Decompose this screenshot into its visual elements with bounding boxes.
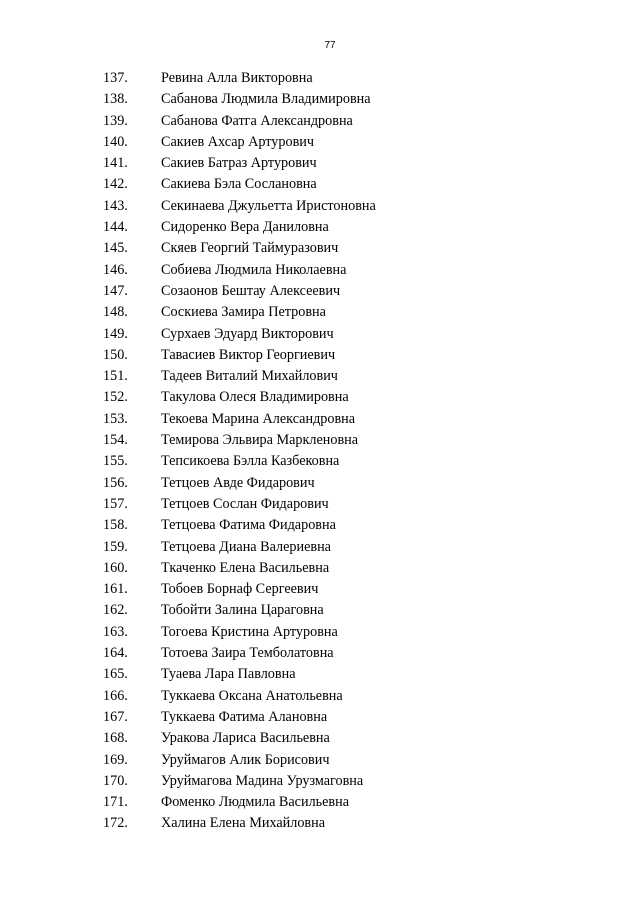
entry-name: Тетцоева Фатима Фидаровна — [161, 517, 336, 534]
list-item — [0, 409, 600, 430]
entry-number: 165. — [103, 666, 128, 683]
entry-number: 140. — [103, 133, 128, 150]
list-item — [0, 643, 600, 664]
list-item — [0, 686, 600, 707]
list-item — [0, 792, 600, 813]
entry-name: Ткаченко Елена Васильевна — [161, 559, 330, 576]
entry-number: 138. — [103, 91, 128, 108]
entry-number: 163. — [103, 623, 128, 640]
entry-number: 141. — [103, 155, 128, 172]
list-item — [0, 494, 600, 515]
entry-name: Сакиев Ахсар Артурович — [161, 133, 314, 150]
entry-name: Тетцоева Диана Валериевна — [161, 538, 331, 555]
entry-name: Сидоренко Вера Даниловна — [161, 219, 329, 236]
page-number: 77 — [324, 40, 336, 51]
list-item — [0, 68, 600, 89]
entry-number: 160. — [103, 559, 128, 576]
list-item — [0, 217, 600, 238]
entry-name: Тогоева Кристина Артуровна — [161, 623, 338, 640]
list-item — [0, 622, 600, 643]
entry-name: Тепсикоева Бэлла Казбековна — [161, 453, 340, 470]
entry-number: 161. — [103, 581, 128, 598]
list-item — [0, 111, 600, 132]
entry-name: Тотоева Заира Темболатовна — [161, 645, 334, 662]
entry-number: 157. — [103, 495, 128, 512]
entry-name: Соскиева Замира Петровна — [161, 304, 326, 321]
list-item — [0, 196, 600, 217]
list-item — [0, 153, 600, 174]
list-item — [0, 430, 600, 451]
list-item — [0, 260, 600, 281]
entry-name: Туаева Лара Павловна — [161, 666, 296, 683]
entry-number: 144. — [103, 219, 128, 236]
entry-name: Туккаева Оксана Анатольевна — [161, 687, 343, 704]
list-item — [0, 537, 600, 558]
entry-name: Тобойти Залина Цараговна — [161, 602, 324, 619]
entry-number: 139. — [103, 112, 128, 129]
list-item — [0, 473, 600, 494]
entry-number: 146. — [103, 261, 128, 278]
name-list — [0, 68, 600, 835]
list-item — [0, 174, 600, 195]
entry-name: Сакиева Бэла Сослановна — [161, 176, 317, 193]
entry-number: 147. — [103, 282, 128, 299]
entry-number: 156. — [103, 474, 128, 491]
entry-name: Ревина Алла Викторовна — [161, 70, 313, 86]
entry-name: Халина Елена Михайловна — [161, 815, 326, 832]
list-item — [0, 813, 600, 834]
entry-number: 171. — [103, 794, 128, 811]
entry-number: 152. — [103, 389, 128, 406]
list-item — [0, 89, 600, 110]
entry-name: Тадеев Виталий Михайлович — [161, 368, 338, 385]
list-item — [0, 451, 600, 472]
entry-name: Собиева Людмила Николаевна — [161, 261, 347, 278]
entry-name: Сурхаев Эдуард Викторович — [161, 325, 334, 342]
list-item — [0, 324, 600, 345]
list-item — [0, 728, 600, 749]
list-item — [0, 302, 600, 323]
entry-number: 162. — [103, 602, 128, 619]
list-item — [0, 579, 600, 600]
list-item — [0, 366, 600, 387]
list-item — [0, 345, 600, 366]
entry-number: 155. — [103, 453, 128, 470]
entry-number: 169. — [103, 751, 128, 768]
entry-name: Созаонов Бештау Алексеевич — [161, 282, 341, 299]
entry-name: Тавасиев Виктор Георгиевич — [161, 346, 336, 363]
entry-number: 151. — [103, 368, 128, 385]
entry-number: 170. — [103, 772, 128, 789]
entry-name: Сабанова Фатга Александровна — [161, 112, 353, 129]
list-item — [0, 664, 600, 685]
entry-number: 166. — [103, 687, 128, 704]
list-item — [0, 132, 600, 153]
entry-name: Текоева Марина Александровна — [161, 410, 356, 427]
entry-number: 149. — [103, 325, 128, 342]
entry-number: 154. — [103, 432, 128, 449]
entry-number: 167. — [103, 708, 128, 725]
list-item — [0, 707, 600, 728]
entry-number: 164. — [103, 645, 128, 662]
list-item — [0, 771, 600, 792]
entry-name: Туккаева Фатима Алановна — [161, 708, 328, 725]
entry-number: 142. — [103, 176, 128, 193]
entry-name: Секинаева Джульетта Иристоновна — [161, 197, 376, 214]
entry-name: Темирова Эльвира Маркленовна — [161, 432, 359, 449]
entry-name: Скяев Георгий Таймуразович — [161, 240, 339, 257]
entry-name: Уруймагова Мадина Урузмаговна — [161, 772, 364, 789]
entry-name: Тетцоев Авде Фидарович — [161, 474, 315, 491]
list-item — [0, 515, 600, 536]
entry-name: Фоменко Людмила Васильевна — [161, 794, 350, 811]
entry-name: Тетцоев Сослан Фидарович — [161, 495, 329, 512]
entry-name: Тобоев Борнаф Сергеевич — [161, 581, 319, 598]
entry-name: Сабанова Людмила Владимировна — [161, 91, 371, 108]
entry-number: 143. — [103, 197, 128, 214]
entry-number: 168. — [103, 730, 128, 747]
entry-name: Уракова Лариса Васильевна — [161, 730, 330, 747]
entry-number: 148. — [103, 304, 128, 321]
list-item — [0, 387, 600, 408]
entry-name: Уруймагов Алик Борисович — [161, 751, 330, 768]
entry-number: 153. — [103, 410, 128, 427]
entry-number: 158. — [103, 517, 128, 534]
entry-number: 137. — [103, 70, 128, 86]
list-item — [0, 750, 600, 771]
entry-number: 145. — [103, 240, 128, 257]
entry-name: Такулова Олеся Владимировна — [161, 389, 349, 406]
list-item — [0, 281, 600, 302]
list-item — [0, 238, 600, 259]
list-item — [0, 600, 600, 621]
entry-number: 159. — [103, 538, 128, 555]
entry-name: Сакиев Батраз Артурович — [161, 155, 317, 172]
list-item — [0, 558, 600, 579]
entry-number: 172. — [103, 815, 128, 832]
entry-number: 150. — [103, 346, 128, 363]
